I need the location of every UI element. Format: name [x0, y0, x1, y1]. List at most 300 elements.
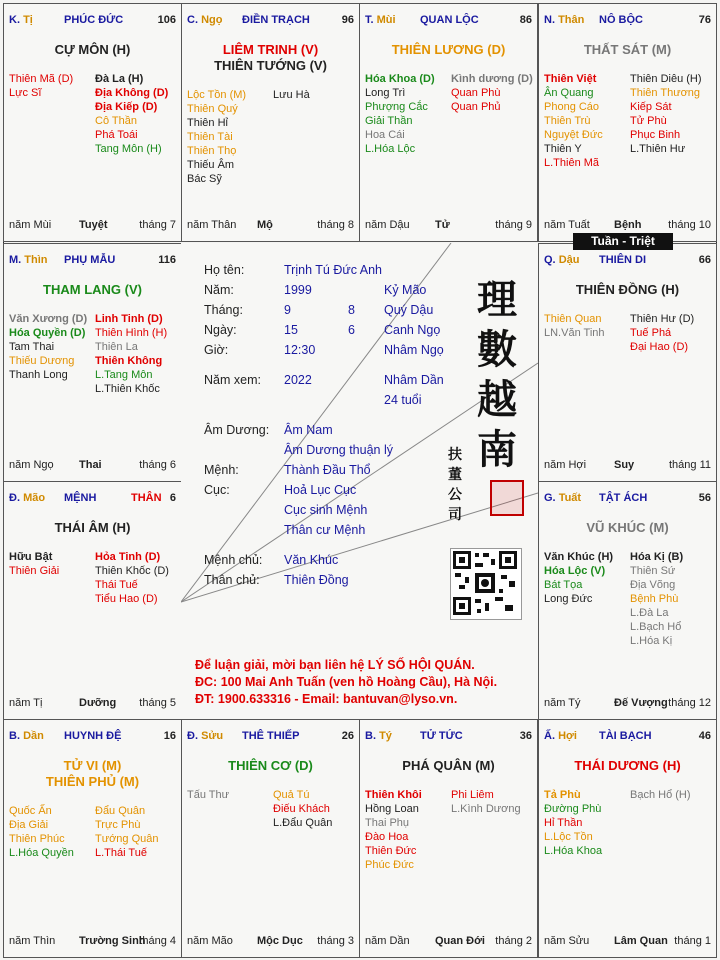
minor-star: Giải Thần	[365, 115, 413, 127]
palace-dau[interactable]	[538, 243, 717, 482]
palace-hoi[interactable]	[538, 719, 717, 958]
minor-star: Tướng Quân	[95, 833, 159, 845]
minor-stars-right	[630, 550, 683, 648]
palace-footer	[365, 935, 532, 949]
label-than-chu: Thân chủ:	[204, 573, 260, 587]
label-gio: Giờ:	[204, 343, 229, 357]
minor-star: Địa Kiếp (D)	[95, 101, 158, 113]
truong-sinh: Bệnh	[614, 219, 642, 231]
palace-ti[interactable]	[3, 3, 182, 242]
chi: Sửu	[201, 730, 224, 742]
palace-footer	[9, 459, 176, 473]
palace-name: QUAN LỘC	[420, 14, 479, 26]
minor-star: Thiên Hình (H)	[95, 327, 168, 339]
minor-star: Thái Tuế	[95, 579, 138, 591]
chi: Mão	[23, 492, 46, 504]
minor-star: L.Hóa Quyền	[9, 847, 74, 859]
ngay-can: Canh Ngọ	[384, 323, 441, 337]
main-stars	[539, 520, 716, 536]
main-stars	[360, 758, 537, 774]
palace-age: 86	[519, 14, 532, 26]
palace-footer	[544, 459, 711, 473]
minor-stars-left	[544, 550, 613, 606]
minor-star: L.Thiên Khốc	[95, 383, 160, 395]
ho-ten: Trịnh Tú Đức Anh	[284, 263, 382, 277]
minor-star: Phúc Đức	[365, 859, 414, 871]
minor-star: Thiên Việt	[544, 73, 597, 85]
palace-mui[interactable]	[359, 3, 538, 242]
palace-year: năm Thìn	[9, 935, 56, 947]
minor-stars-left	[365, 788, 422, 872]
minor-star: Hóa Lộc (V)	[544, 565, 606, 577]
minor-star: Thai Phụ	[365, 817, 410, 829]
palace-name: ĐIỀN TRẠCH	[242, 14, 310, 26]
minor-star: Thiên Giải	[9, 565, 60, 577]
chi: Hợi	[558, 730, 577, 742]
seal-calligraphy	[468, 275, 526, 475]
palace-header	[187, 14, 354, 28]
label-thang: Tháng:	[204, 303, 243, 317]
nam-val: 1999	[284, 283, 312, 297]
minor-star: Quả Tú	[273, 789, 310, 801]
main-star: THAM LANG (V)	[43, 282, 142, 297]
minor-star: Hóa Khoa (D)	[365, 73, 435, 85]
minor-star: L.Bạch Hổ	[630, 621, 682, 633]
minor-star: Phong Cáo	[544, 101, 600, 113]
minor-star: Tấu Thư	[187, 789, 230, 801]
minor-star: L.Thiên Mã	[544, 157, 600, 169]
menh-val: Thành Đầu Thổ	[284, 463, 371, 477]
main-star: THÁI DƯƠNG (H)	[574, 758, 681, 773]
seal-char: 理	[477, 276, 517, 323]
minor-star: Đường Phù	[544, 803, 602, 815]
minor-star: Thiên Đức	[365, 845, 417, 857]
minor-star: Tiểu Hao (D)	[95, 593, 158, 605]
palace-footer	[187, 219, 354, 233]
main-stars	[182, 42, 359, 74]
palace-suu[interactable]	[181, 719, 360, 958]
palace-month: tháng 12	[668, 697, 711, 709]
minor-star: L.Đà La	[630, 607, 669, 619]
palace-year: năm Hợi	[544, 459, 587, 471]
palace-month: tháng 2	[495, 935, 532, 947]
truong-sinh: Dưỡng	[79, 697, 117, 709]
palace-year: năm Dậu	[365, 219, 410, 231]
ngay-am: 6	[348, 323, 355, 337]
minor-star: Tử Phù	[630, 115, 667, 127]
nam-xem-val: 2022	[284, 373, 312, 387]
minor-star: Thiên La	[95, 341, 138, 353]
minor-star: Hóa Quyền (D)	[9, 327, 86, 339]
minor-star: Tam Thai	[9, 341, 55, 353]
palace-header	[9, 492, 176, 506]
company-vertical: 扶董公司	[448, 447, 462, 523]
minor-star: L.Đẩu Quân	[273, 817, 333, 829]
seal-char: 數	[477, 326, 517, 373]
minor-stars-left	[365, 72, 435, 156]
truong-sinh: Quan Đới	[435, 935, 485, 947]
minor-star: Kiếp Sát	[630, 101, 672, 113]
cuc-2: Cục sinh Mệnh	[284, 503, 368, 517]
minor-star: Địa Võng	[630, 579, 676, 591]
minor-stars-left	[544, 72, 603, 170]
minor-star: Thiên Phúc	[9, 833, 65, 845]
minor-star: LN.Văn Tinh	[544, 327, 605, 339]
can: G.	[544, 492, 556, 504]
label-nam-xem: Năm xem:	[204, 373, 261, 387]
chi: Mùi	[376, 14, 396, 26]
minor-star: Hóa Kị (B)	[630, 551, 684, 563]
palace-name: NÔ BỘC	[599, 14, 643, 26]
minor-stars-right	[95, 312, 167, 396]
minor-star: Bạch Hổ (H)	[630, 789, 691, 801]
main-star: THIÊN TƯỚNG (V)	[214, 58, 327, 73]
minor-star: Thiên Hư (D)	[630, 313, 695, 325]
palace-age: 26	[341, 730, 354, 742]
minor-stars-left	[544, 788, 602, 858]
palace-age: 96	[341, 14, 354, 26]
palace-header	[544, 254, 711, 268]
main-stars	[4, 282, 181, 298]
can-chi	[544, 730, 577, 742]
nam-xem-can: Nhâm Dần	[384, 373, 444, 387]
minor-star: Lộc Tồn (M)	[187, 89, 247, 101]
minor-star: Thiên Y	[544, 143, 582, 155]
palace-age: 106	[157, 14, 176, 26]
cuc-1: Hoả Lục Cục	[284, 483, 357, 497]
minor-star: Long Trì	[365, 87, 406, 99]
main-stars	[4, 520, 181, 536]
minor-star: Quan Phủ	[451, 101, 501, 113]
palace-age: 76	[698, 14, 711, 26]
palace-name: PHỤ MẪU	[64, 254, 116, 266]
label-cuc: Cục:	[204, 483, 230, 497]
can-chi	[9, 14, 33, 26]
truong-sinh: Mộc Dục	[257, 935, 303, 947]
palace-year: năm Mão	[187, 935, 233, 947]
palace-than[interactable]	[538, 3, 717, 242]
can: C.	[187, 14, 198, 26]
minor-star: Phục Binh	[630, 129, 681, 141]
can-chi	[365, 730, 392, 742]
palace-year: năm Tị	[9, 697, 43, 709]
minor-star: Thanh Long	[9, 369, 68, 381]
thang-am: 8	[348, 303, 355, 317]
can: N.	[544, 14, 555, 26]
thang-can: Quý Dậu	[384, 303, 434, 317]
minor-star: Hoa Cái	[365, 129, 405, 141]
palace-thin[interactable]	[3, 243, 182, 482]
minor-star: Đẩu Quân	[95, 805, 146, 817]
palace-year: năm Tuất	[544, 219, 590, 231]
minor-star: Địa Không (D)	[95, 87, 169, 99]
palace-header	[187, 730, 354, 744]
minor-star: Đà La (H)	[95, 73, 144, 85]
minor-stars-left	[544, 312, 605, 340]
palace-footer	[544, 219, 711, 233]
main-star: THÁI ÂM (H)	[54, 520, 131, 535]
minor-star: Thiên Quý	[187, 103, 238, 115]
minor-stars-right	[451, 72, 533, 114]
minor-star: L.Kình Dương	[451, 803, 521, 815]
palace-name: THIÊN DI	[599, 254, 647, 266]
main-stars	[4, 758, 181, 790]
palace-footer	[187, 935, 354, 949]
palace-header	[365, 730, 532, 744]
label-ho-ten: Họ tên:	[204, 263, 245, 277]
can-chi	[9, 492, 45, 504]
minor-star: Quốc Ấn	[9, 805, 52, 817]
palace-month: tháng 4	[139, 935, 176, 947]
palace-month: tháng 5	[139, 697, 176, 709]
label-ngay: Ngày:	[204, 323, 237, 337]
label-menh-chu: Mệnh chủ:	[204, 553, 263, 567]
chi: Ngọ	[201, 14, 223, 26]
label-am-duong: Âm Dương:	[204, 423, 270, 437]
can-chi	[544, 14, 584, 26]
minor-stars-right	[95, 550, 169, 606]
minor-star: Lưu Hà	[273, 89, 310, 101]
palace-age: 16	[163, 730, 176, 742]
minor-star: Phá Toái	[95, 129, 138, 141]
palace-month: tháng 7	[139, 219, 176, 231]
minor-star: Trực Phù	[95, 819, 141, 831]
palace-year: năm Dần	[365, 935, 410, 947]
seal-char: 越	[477, 376, 517, 423]
minor-star: Địa Giải	[9, 819, 49, 831]
tuoi: 24 tuổi	[384, 393, 422, 407]
chi: Thìn	[24, 254, 48, 266]
palace-ngo[interactable]	[181, 3, 360, 242]
minor-star: Bát Tọa	[544, 579, 583, 591]
can-chi	[9, 730, 44, 742]
palace-name: PHÚC ĐỨC	[64, 14, 124, 26]
minor-star: Thiên Diêu (H)	[630, 73, 702, 85]
palace-month: tháng 3	[317, 935, 354, 947]
minor-stars-left	[9, 804, 74, 860]
can-chi	[544, 254, 579, 266]
can: B.	[9, 730, 20, 742]
palace-header	[9, 254, 176, 268]
can: Đ.	[9, 492, 20, 504]
minor-star: Tuế Phá	[630, 327, 672, 339]
chi: Tý	[379, 730, 392, 742]
minor-star: Bệnh Phù	[630, 593, 679, 605]
minor-star: Thiếu Âm	[187, 159, 235, 171]
palace-header	[544, 730, 711, 744]
truong-sinh: Tử	[435, 219, 450, 231]
palace-footer	[9, 219, 176, 233]
palace-month: tháng 6	[139, 459, 176, 471]
can: B.	[365, 730, 376, 742]
palace-age: 56	[698, 492, 711, 504]
palace-mao[interactable]	[3, 481, 182, 720]
chi: Dần	[23, 730, 44, 742]
thang-val: 9	[284, 303, 291, 317]
nam-can: Kỷ Mão	[384, 283, 427, 297]
truong-sinh: Mộ	[257, 219, 273, 231]
chi: Tuất	[558, 492, 582, 504]
palace-footer	[365, 219, 532, 233]
main-stars	[360, 42, 537, 58]
can-chi	[9, 254, 48, 266]
minor-stars-right	[95, 804, 159, 860]
main-star: PHÁ QUÂN (M)	[402, 758, 495, 773]
label-nam: Năm:	[204, 283, 234, 297]
minor-star: L.Thái Tuế	[95, 847, 147, 859]
minor-stars-right	[630, 788, 691, 802]
palace-dan[interactable]	[3, 719, 182, 958]
minor-star: Thiên Thương	[630, 87, 701, 99]
minor-stars-right	[273, 788, 332, 830]
minor-star: Tang Môn (H)	[95, 143, 162, 155]
main-star: THIÊN CƠ (D)	[228, 758, 313, 773]
than-marker: THÂN	[131, 492, 162, 504]
chi: Dậu	[558, 254, 580, 266]
minor-star: Thiên Không	[95, 355, 163, 367]
main-star: THIÊN ĐỒNG (H)	[575, 282, 680, 297]
minor-star: L.Hóa Khoa	[544, 845, 603, 857]
palace-year: năm Mùi	[9, 219, 52, 231]
minor-star: Long Đức	[544, 593, 593, 605]
palace-header	[544, 492, 711, 506]
am-duong-1: Âm Nam	[284, 423, 333, 437]
truong-sinh: Thai	[79, 459, 102, 471]
minor-star: L.Lộc Tồn	[544, 831, 593, 843]
qr-code[interactable]	[450, 548, 522, 620]
minor-star: Hồng Loan	[365, 803, 419, 815]
palace-month: tháng 11	[668, 459, 711, 471]
can: T.	[365, 14, 374, 26]
palace-header	[365, 14, 532, 28]
ad-line-2: ĐC: 100 Mai Anh Tuấn (ven hồ Hoàng Cầu), Hà Nội.	[195, 675, 498, 689]
main-stars	[539, 282, 716, 298]
main-star: CỰ MÔN (H)	[54, 42, 131, 57]
main-star: TỬ VI (M)	[63, 758, 122, 773]
palace-footer	[9, 935, 176, 949]
palace-name: MỆNH	[64, 492, 97, 504]
ngay-val: 15	[284, 323, 298, 337]
main-star: LIÊM TRINH (V)	[222, 42, 319, 57]
palace-year: năm Tý	[544, 697, 581, 709]
minor-star: Cô Thần	[95, 115, 137, 127]
minor-star: Hữu Bật	[9, 551, 53, 563]
minor-star: Thiên Tài	[187, 131, 233, 143]
minor-stars-left	[187, 88, 246, 186]
palace-age: 36	[519, 730, 532, 742]
can: M.	[9, 254, 22, 266]
gio-can: Nhâm Ngọ	[384, 343, 444, 357]
truong-sinh: Tuyệt	[79, 219, 108, 231]
minor-star: L.Hóa Kị	[630, 635, 673, 647]
minor-star: Linh Tinh (D)	[95, 313, 163, 325]
palace-tuat[interactable]	[538, 481, 717, 720]
palace-name: TẬT ÁCH	[599, 492, 648, 504]
minor-star: L.Hóa Lộc	[365, 143, 416, 155]
minor-star: Thiên Sứ	[630, 565, 676, 577]
minor-stars-right	[273, 88, 310, 102]
truong-sinh: Lâm Quan	[614, 935, 668, 947]
label-menh: Mệnh:	[204, 463, 239, 477]
can: Q.	[544, 254, 556, 266]
palace-name: THÊ THIẾP	[242, 730, 300, 742]
seal-stamp	[490, 480, 524, 516]
palace-ty[interactable]	[359, 719, 538, 958]
minor-stars-right	[630, 312, 694, 354]
palace-header	[9, 14, 176, 28]
palace-age: 116	[158, 254, 176, 266]
palace-year: năm Sửu	[544, 935, 590, 947]
can: Đ.	[187, 730, 198, 742]
main-star: THIÊN PHỦ (M)	[45, 774, 140, 789]
minor-star: Hỏa Tinh (D)	[95, 551, 161, 563]
minor-star: Tả Phù	[544, 789, 581, 801]
minor-stars-left	[9, 72, 73, 100]
palace-year: năm Thân	[187, 219, 237, 231]
truong-sinh: Suy	[614, 459, 635, 471]
minor-stars-right	[630, 72, 702, 156]
truong-sinh: Trường Sinh	[79, 935, 146, 947]
minor-star: Đại Hao (D)	[630, 341, 689, 353]
can-chi	[544, 492, 581, 504]
main-stars	[539, 42, 716, 58]
am-duong-2: Âm Dương thuận lý	[284, 443, 393, 457]
palace-header	[544, 14, 711, 28]
truong-sinh: Đế Vượng	[614, 697, 668, 709]
minor-star: Hỉ Thần	[544, 817, 583, 829]
minor-stars-left	[9, 550, 59, 578]
minor-star: Thiên Mã (D)	[9, 73, 74, 85]
minor-stars-right	[95, 72, 168, 156]
minor-star: Lực Sĩ	[9, 87, 42, 99]
seal-char: 南	[477, 426, 517, 473]
palace-age: 66	[698, 254, 711, 266]
palace-month: tháng 10	[668, 219, 711, 231]
ad-line-1: Để luận giải, mời bạn liên hệ LÝ SỐ HỘI QUÁN.	[195, 658, 475, 672]
palace-age: 46	[698, 730, 711, 742]
main-stars	[182, 758, 359, 774]
minor-star: L.Tang Môn	[95, 369, 153, 381]
than-chu-val: Thiên Đồng	[284, 573, 349, 587]
palace-footer	[544, 935, 711, 949]
main-star: THẤT SÁT (M)	[583, 42, 672, 57]
minor-star: Văn Xương (D)	[9, 313, 88, 325]
palace-footer	[544, 697, 711, 711]
main-star: VŨ KHÚC (M)	[586, 520, 669, 535]
minor-stars-right	[451, 788, 521, 816]
palace-footer	[9, 697, 176, 711]
minor-star: Phượng Cắc	[365, 101, 428, 113]
tuan-triet-badge: Tuần - Triệt	[573, 233, 673, 250]
minor-star: Điếu Khách	[273, 803, 330, 815]
minor-star: Thiên Hỉ	[187, 117, 228, 129]
main-stars	[539, 758, 716, 774]
minor-star: Phi Liêm	[451, 789, 494, 801]
minor-star: Thiên Khốc (D)	[95, 565, 169, 577]
minor-star: Văn Khúc (H)	[544, 551, 614, 563]
can: K.	[9, 14, 20, 26]
minor-star: Bác Sỹ	[187, 173, 222, 185]
can-chi	[187, 14, 222, 26]
minor-star: Quan Phù	[451, 87, 501, 99]
gio-val: 12:30	[284, 343, 316, 357]
palace-year: năm Ngọ	[9, 459, 54, 471]
minor-star: Thiên Thọ	[187, 145, 237, 157]
chi: Thân	[558, 14, 585, 26]
palace-name: HUYNH ĐỆ	[64, 730, 122, 742]
minor-star: Thiếu Dương	[9, 355, 75, 367]
palace-name: TÀI BẠCH	[599, 730, 652, 742]
